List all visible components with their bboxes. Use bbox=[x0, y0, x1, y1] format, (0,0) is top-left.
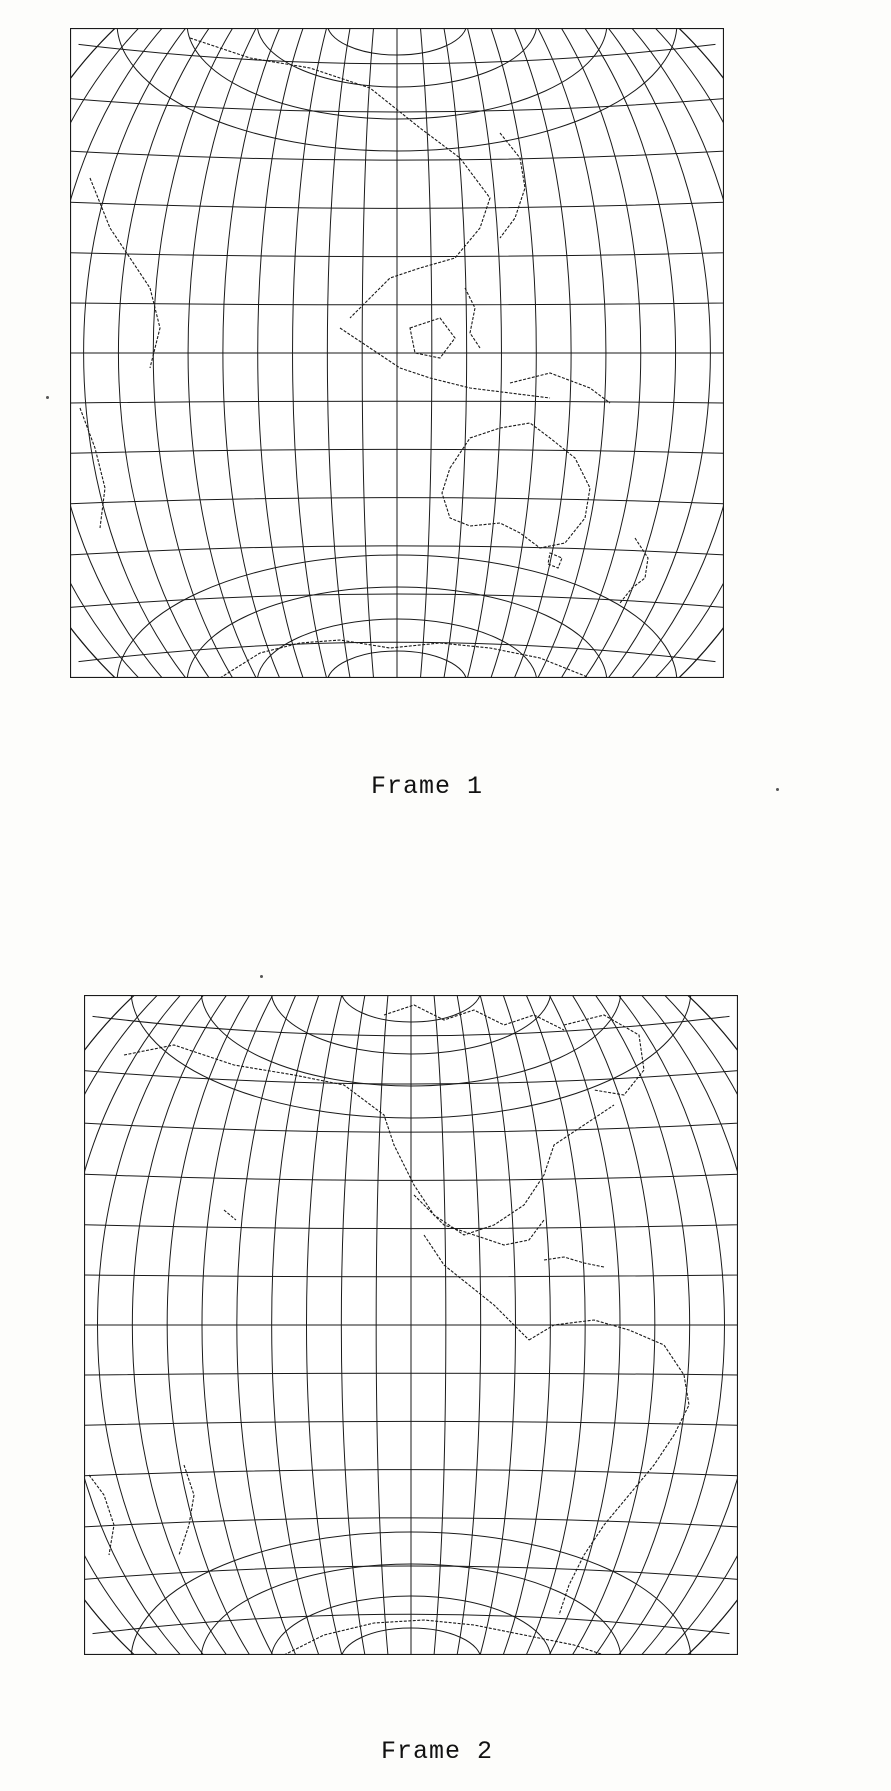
africa-edge bbox=[80, 408, 105, 528]
japan-coast bbox=[500, 133, 525, 238]
frame1-graticule bbox=[70, 28, 724, 678]
north-america-coast bbox=[124, 1045, 614, 1235]
central-america-coast bbox=[424, 1235, 529, 1340]
paper-speck bbox=[776, 788, 779, 791]
paper-speck bbox=[260, 975, 263, 978]
frame2-coastlines bbox=[89, 1005, 689, 1655]
philippines-coast bbox=[465, 288, 480, 348]
new-zealand-coast-west bbox=[179, 1465, 194, 1555]
asia-coast bbox=[190, 38, 490, 318]
new-guinea-coast bbox=[510, 373, 610, 403]
frame2-svg bbox=[84, 995, 738, 1655]
india-coast bbox=[90, 178, 160, 368]
frame1-svg bbox=[70, 28, 724, 678]
australia-edge-coast bbox=[89, 1475, 114, 1555]
indonesia-coast bbox=[340, 328, 550, 398]
antarctica-coast-2 bbox=[284, 1620, 604, 1655]
frame1-map bbox=[70, 28, 724, 678]
paper-speck bbox=[46, 396, 49, 399]
frame1-caption: Frame 1 bbox=[371, 772, 484, 801]
borneo-coast bbox=[410, 318, 455, 358]
frame2-graticule bbox=[84, 995, 738, 1655]
new-zealand-coast bbox=[620, 538, 648, 603]
frame2-caption: Frame 2 bbox=[381, 1737, 494, 1766]
hawaii-coast bbox=[224, 1210, 236, 1220]
frame1-coastlines bbox=[80, 38, 648, 678]
caribbean-coast bbox=[544, 1257, 604, 1267]
frame2-map bbox=[84, 995, 738, 1655]
